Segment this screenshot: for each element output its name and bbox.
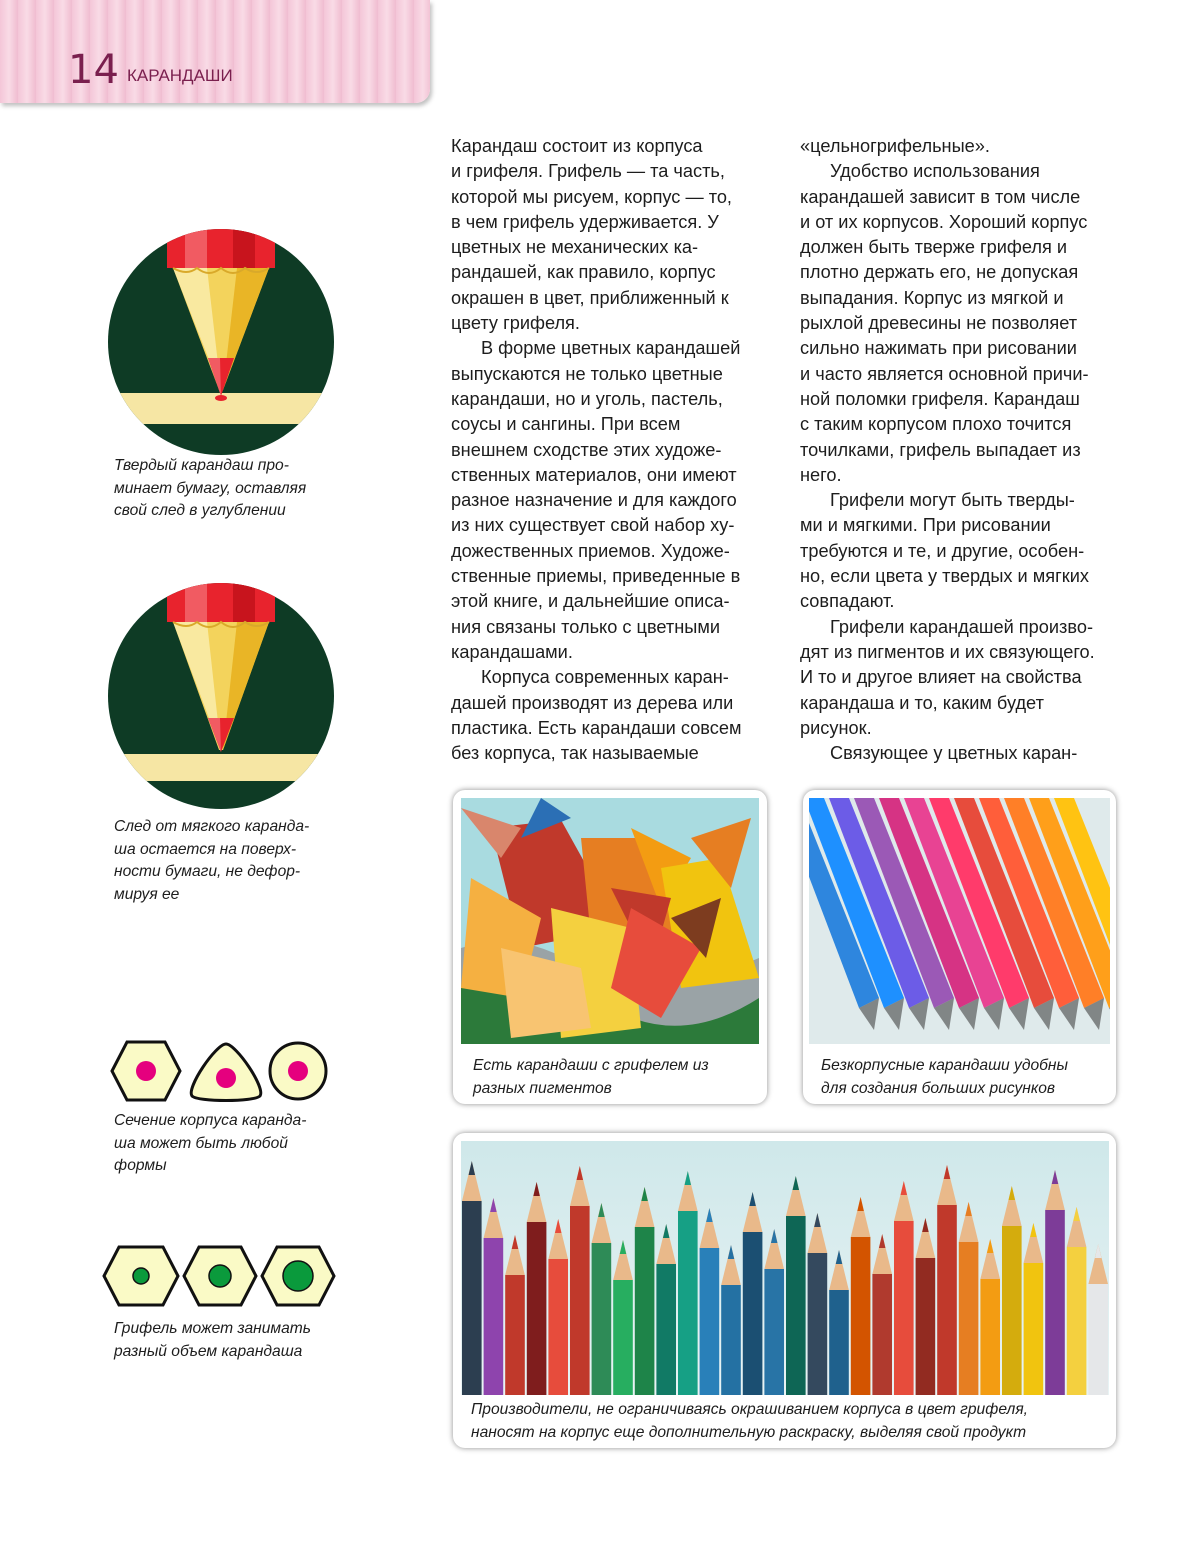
pencil-body bbox=[743, 1232, 763, 1395]
text-line: разное назначение и для каждого bbox=[451, 490, 737, 511]
text-line: Связующее у цветных каран- bbox=[830, 743, 1078, 764]
text-line: дашей производят из дерева или bbox=[451, 692, 734, 713]
caption-line: наносят на корпус еще дополнительную раскраску, выделяя свой продукт bbox=[471, 1423, 1027, 1441]
pencil-body bbox=[808, 1253, 828, 1395]
pencil-body bbox=[1045, 1210, 1065, 1395]
pencil-body bbox=[462, 1201, 482, 1395]
text-line: совпадают. bbox=[800, 591, 895, 612]
text-line: сильно нажимать при рисовании bbox=[800, 338, 1077, 359]
text-line: но, если цвета у твердых и мягких bbox=[800, 566, 1089, 587]
caption-line: ша может быть любой bbox=[114, 1134, 288, 1152]
caption-soft-pencil bbox=[114, 816, 354, 906]
caption-line: Производители, не ограничиваясь окрашиванием корпуса в цвет грифеля, bbox=[471, 1401, 1029, 1418]
text-line: него. bbox=[800, 464, 842, 485]
caption-line: Грифель может занимать bbox=[114, 1320, 311, 1337]
text-line: ственных материалов, они имеют bbox=[451, 464, 737, 485]
text-line: точилками, грифель выпадает из bbox=[800, 439, 1081, 460]
caption-line: След от мягкого каранда- bbox=[114, 818, 310, 835]
text-line: Корпуса современных каран- bbox=[481, 667, 729, 688]
lead-dot bbox=[216, 1068, 236, 1088]
caption-photo-2 bbox=[821, 1055, 1111, 1100]
pencil-body bbox=[1067, 1247, 1087, 1395]
text-line: требуются и те, и другие, особен- bbox=[800, 540, 1085, 561]
caption-photo-1 bbox=[473, 1055, 763, 1100]
lead-dot-small bbox=[133, 1268, 149, 1284]
text-line: цветных не механических ка- bbox=[451, 237, 699, 258]
photo-frame-2 bbox=[803, 790, 1116, 1104]
pencil-body bbox=[872, 1274, 892, 1395]
text-line: окрашен в цвет, приближенный к bbox=[451, 287, 729, 308]
caption-line: Твердый карандаш про- bbox=[114, 457, 289, 474]
text-line: из них существует свой набор ху- bbox=[451, 515, 735, 536]
pencil-body bbox=[764, 1269, 784, 1395]
pencil-body bbox=[548, 1259, 568, 1395]
header-band bbox=[0, 0, 430, 103]
caption-line: ша остается на поверх- bbox=[114, 840, 297, 858]
text-line: ственные приемы, приведенные в bbox=[451, 566, 741, 587]
text-line: карандаши, но и уголь, пастель, bbox=[451, 388, 723, 409]
photo-frame-3 bbox=[453, 1133, 1116, 1448]
body-section-shapes bbox=[108, 1038, 338, 1104]
text-line: В форме цветных карандашей bbox=[481, 338, 741, 359]
lead-volume-shapes bbox=[100, 1243, 340, 1309]
text-line: «цельногрифельные». bbox=[800, 136, 990, 156]
caption-photo-3 bbox=[471, 1399, 1111, 1444]
hard-pencil-illustration bbox=[107, 228, 335, 456]
text-line: в чем грифель удерживается. У bbox=[451, 211, 719, 232]
text-line: рисунок. bbox=[800, 717, 872, 738]
pencil-body bbox=[613, 1280, 633, 1395]
text-line: без корпуса, так называемые bbox=[451, 743, 699, 764]
text-line: ми и мягкими. При рисовании bbox=[800, 515, 1051, 536]
caption-lead-volume bbox=[114, 1318, 354, 1363]
text-line: ной поломки грифеля. Карандаш bbox=[800, 388, 1080, 409]
pencil-body bbox=[851, 1237, 871, 1395]
chapter-title: КАРАНДАШИ bbox=[127, 66, 233, 85]
caption-body-section bbox=[114, 1110, 354, 1178]
pencil-body bbox=[656, 1264, 676, 1395]
text-line: И то и другое влияет на свойства bbox=[800, 667, 1082, 688]
text-line: Удобство использования bbox=[830, 161, 1040, 182]
pencil-body bbox=[1088, 1284, 1108, 1395]
caption-line: Сечение корпуса каранда- bbox=[114, 1112, 307, 1129]
pencil-body bbox=[894, 1221, 914, 1395]
text-line: дят из пигментов и их связующего. bbox=[800, 641, 1095, 662]
text-line: дожественных приемов. Художе- bbox=[451, 540, 730, 561]
pencil-body bbox=[592, 1243, 612, 1395]
text-line: этой книге, и дальнейшие описа- bbox=[451, 591, 730, 612]
pencil-body bbox=[484, 1238, 504, 1395]
text-line: плотно держать его, не допуская bbox=[800, 262, 1079, 283]
caption-line: разных пигментов bbox=[473, 1079, 612, 1097]
pencil-body bbox=[937, 1205, 957, 1395]
pencil-body bbox=[700, 1248, 720, 1395]
photo-frame-1 bbox=[453, 790, 767, 1104]
pencil-body bbox=[678, 1211, 698, 1395]
pencil-body bbox=[1002, 1226, 1022, 1395]
pencil-body bbox=[786, 1216, 806, 1395]
caption-line: формы bbox=[114, 1157, 167, 1174]
caption-line: свой след в углублении bbox=[114, 502, 286, 519]
caption-line: мируя ее bbox=[114, 885, 180, 903]
pencil-body bbox=[527, 1222, 547, 1395]
soft-pencil-illustration bbox=[107, 582, 335, 810]
pencil-body bbox=[829, 1290, 849, 1395]
text-line: Грифели могут быть тверды- bbox=[830, 490, 1075, 511]
text-line: и часто является основной причи- bbox=[800, 363, 1089, 384]
photo-woodless-pencils bbox=[809, 798, 1110, 1044]
text-line: с таким корпусом плохо точится bbox=[800, 414, 1072, 435]
photo-pencil-tips bbox=[461, 798, 759, 1044]
pencil-body bbox=[570, 1206, 590, 1395]
lead-dot-medium bbox=[209, 1265, 231, 1287]
text-line: Грифели карандашей произво- bbox=[830, 616, 1093, 637]
text-line: ния связаны только с цветными bbox=[451, 616, 721, 637]
caption-line: минает бумагу, оставляя bbox=[114, 479, 307, 497]
text-line: и от их корпусов. Хороший корпус bbox=[800, 211, 1088, 232]
text-line: пластика. Есть карандаши совсем bbox=[451, 717, 742, 738]
pencil-body bbox=[959, 1242, 979, 1395]
text-line: рандашей, как правило, корпус bbox=[451, 262, 716, 283]
text-line: карандашей зависит в том числе bbox=[800, 186, 1081, 207]
text-line: и грифеля. Грифель — та часть, bbox=[451, 161, 725, 182]
photo-pencil-row bbox=[461, 1141, 1109, 1395]
text-line: карандаша и то, каким будет bbox=[800, 692, 1044, 713]
text-line: цвету грифеля. bbox=[451, 313, 580, 334]
text-line: рыхлой древесины не позволяет bbox=[800, 313, 1078, 334]
pencil-body bbox=[1024, 1263, 1044, 1395]
caption-line: Есть карандаши с грифелем из bbox=[473, 1057, 709, 1074]
text-column-2 bbox=[800, 134, 1130, 766]
text-line: Карандаш состоит из корпуса bbox=[451, 136, 703, 156]
text-line: выпускаются не только цветные bbox=[451, 363, 723, 384]
caption-line: ности бумаги, не дефор- bbox=[114, 863, 301, 880]
text-line: соусы и сангины. При всем bbox=[451, 414, 681, 435]
lead-dot-large bbox=[283, 1261, 313, 1291]
caption-line: Безкорпусные карандаши удобны bbox=[821, 1057, 1068, 1074]
caption-hard-pencil bbox=[114, 455, 354, 523]
lead-dot bbox=[288, 1061, 308, 1081]
text-line: карандашами. bbox=[451, 641, 573, 662]
caption-line: для создания больших рисунков bbox=[821, 1079, 1056, 1097]
pencil-body bbox=[980, 1279, 1000, 1395]
pencil-body bbox=[916, 1258, 936, 1395]
lead-dot bbox=[136, 1061, 156, 1081]
text-line: которой мы рисуем, корпус — то, bbox=[451, 186, 732, 207]
text-line: выпадания. Корпус из мягкой и bbox=[800, 287, 1064, 308]
pencil-body bbox=[505, 1275, 525, 1395]
text-line: внешнем сходстве этих художе- bbox=[451, 439, 722, 460]
text-line: должен быть тверже грифеля и bbox=[800, 237, 1068, 258]
text-column-1 bbox=[451, 134, 771, 766]
pencil-body bbox=[635, 1227, 655, 1395]
caption-line: разный объем карандаша bbox=[114, 1342, 303, 1360]
page-number: 14 bbox=[68, 47, 119, 93]
pencil-body bbox=[721, 1285, 741, 1395]
